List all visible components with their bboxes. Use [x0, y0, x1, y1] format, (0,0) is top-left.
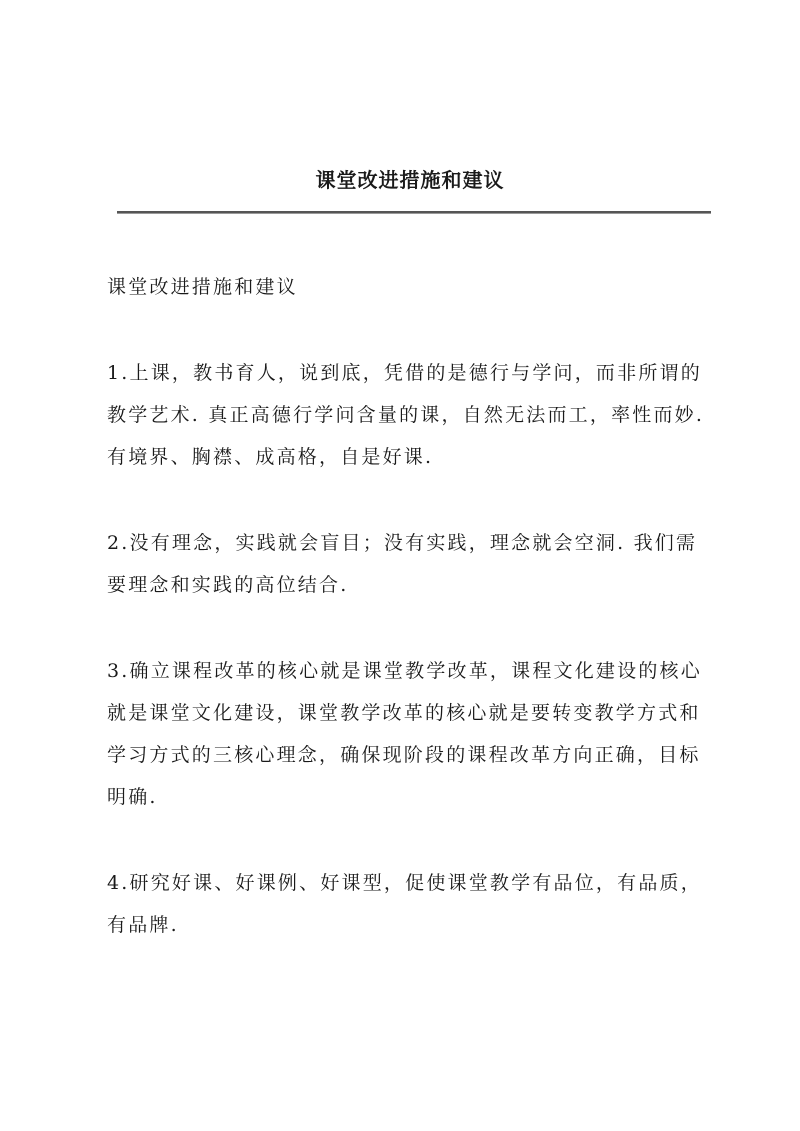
paragraph-1: 1.上课，教书育人，说到底，凭借的是德行与学问，而非所谓的教学艺术. 真正高德行学问含量的课，自然无法而工，率性而妙. 有境界、胸襟、成高格，自是好课.	[107, 362, 705, 468]
paragraph-2: 2.没有理念，实践就会盲目；没有实践，理念就会空洞. 我们需要理念和实践的高位结合.	[107, 532, 698, 596]
document-body	[107, 266, 715, 990]
title-divider	[117, 211, 711, 214]
paragraph-3: 3.确立课程改革的核心就是课堂教学改革，课程文化建设的核心就是课堂文化建设，课堂教学改革的核心就是要转变教学方式和学习方式的三核心理念，确保现阶段的课程改革方向正确，目标明确.	[107, 660, 702, 808]
paragraph-4: 4.研究好课、好课例、好课型，促使课堂教学有品位，有品质，有品牌.	[107, 872, 702, 936]
page-title: 课堂改进措施和建议	[315, 168, 505, 192]
document-subtitle: 课堂改进措施和建议	[107, 276, 298, 298]
